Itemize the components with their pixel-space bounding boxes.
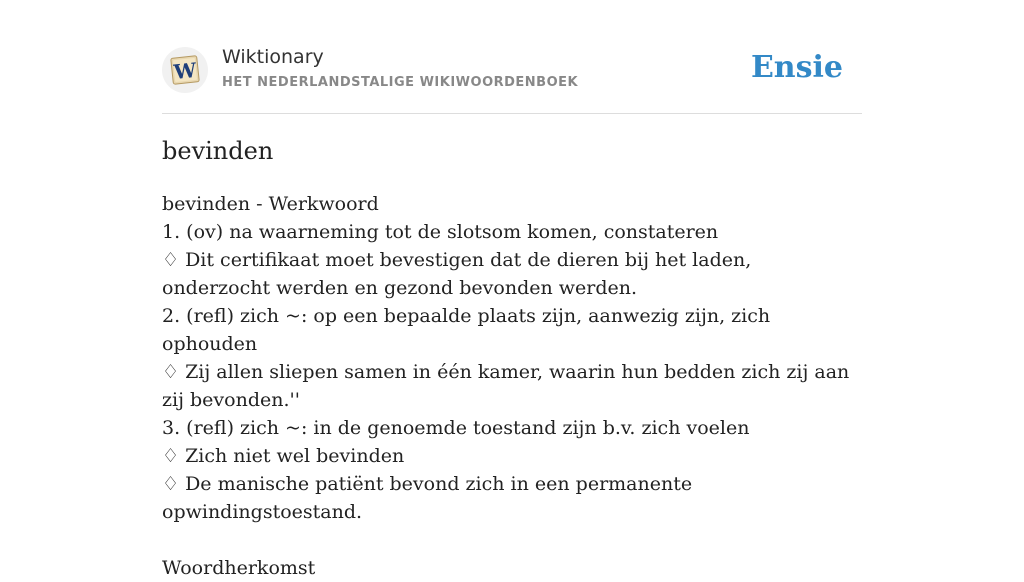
site-title[interactable]: Wiktionary [222,46,324,68]
site-header [162,44,862,114]
example-3b: ♢ De manische patiënt bevond zich in een permanente opwindingstoestand. [162,473,693,523]
entry-content [162,190,862,582]
logo-tile-graphic [168,53,202,87]
example-3a: ♢ Zich niet wel bevinden [162,445,405,467]
definition-2: 2. (refl) zich ~: op een bepaalde plaats zijn, aanwezig zijn, zich ophouden [162,305,771,355]
wiktionary-logo-icon[interactable] [162,47,208,93]
example-2: ♢ Zij allen sliepen samen in één kamer, waarin hun bedden zich zij aan zij bevonden.'' [162,361,850,411]
ensie-brand-link[interactable]: Ensie [750,50,843,85]
section-heading-woordherkomst: Woordherkomst [162,557,316,579]
site-subtitle: HET NEDERLANDSTALIGE WIKIWOORDENBOEK [222,75,579,90]
entry-heading: bevinden - Werkwoord [162,193,379,215]
definition-1: 1. (ov) na waarneming tot de slotsom komen, constateren [162,221,719,243]
definition-3: 3. (refl) zich ~: in de genoemde toestand zijn b.v. zich voelen [162,417,750,439]
spacer [162,526,862,554]
example-1: ♢ Dit certifikaat moet bevestigen dat de dieren bij het laden, onderzocht werden en gezond bevonden werden. [162,249,752,299]
page-title: bevinden [162,137,274,165]
page-container [162,0,862,579]
svg-text:W: W [172,57,198,85]
